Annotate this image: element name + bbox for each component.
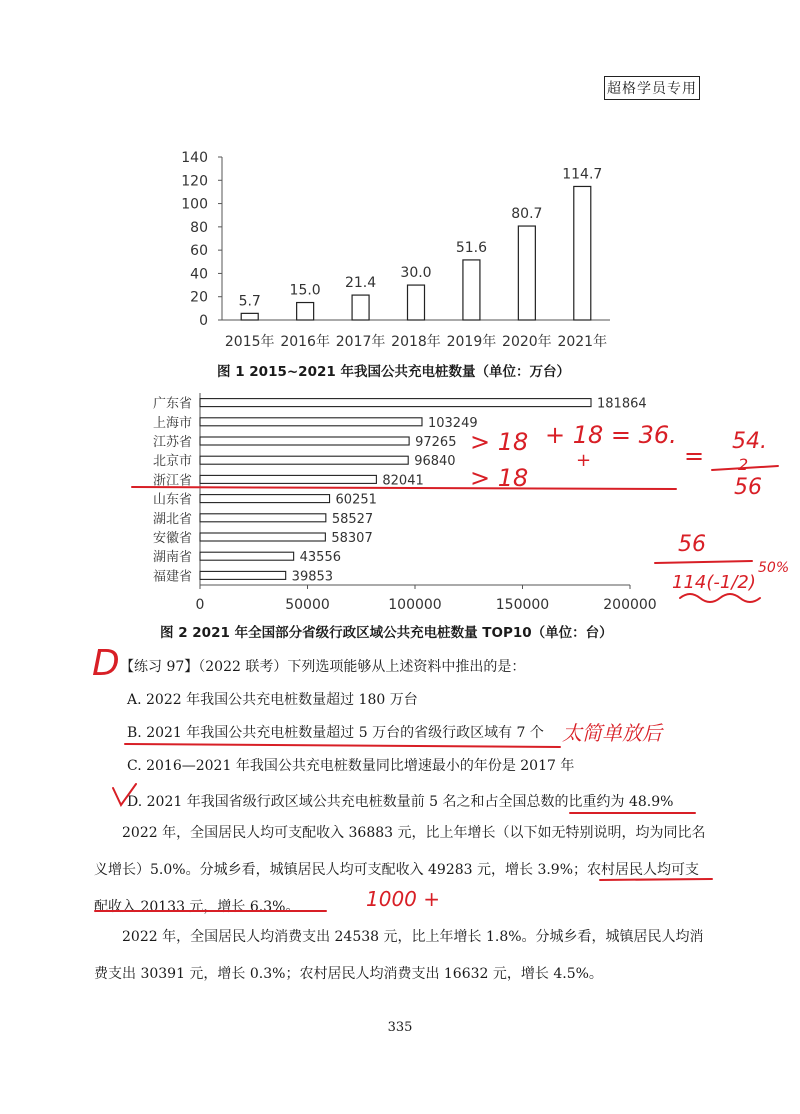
hw-note-b: 太简单放后 (562, 721, 662, 745)
chart2-value-label: 82041 (382, 473, 424, 489)
chart2-caption: 图 2 2021 年全国部分省级行政区域公共充电桩数量 TOP10（单位：台） (160, 625, 613, 641)
hw-sum-expr: + 18 = 36. (545, 421, 677, 449)
chart1-value-label: 114.7 (562, 166, 603, 183)
chart1-value-label: 51.6 (455, 239, 488, 256)
underline-option-b (125, 744, 560, 747)
chart1-bar (408, 285, 425, 320)
chart2-x-tick-label: 150000 (495, 597, 550, 613)
hw-56-b: 56 (678, 532, 706, 557)
hw-approx-pct: 50% (758, 560, 790, 576)
chart2-value-label: 58307 (331, 531, 373, 546)
chart1-y-tick-label: 120 (181, 173, 208, 190)
hw-denominator: 114(-1/2) (672, 572, 756, 593)
chart1-bar (241, 313, 258, 320)
chart1-caption: 图 1 2015~2021 年我国公共充电桩数量（单位：万台） (217, 364, 570, 380)
chart1-category-label: 2020年 (502, 334, 552, 350)
page-number: 335 (387, 1020, 413, 1035)
chart1-category-label: 2015年 (224, 334, 275, 350)
chart1-category-label: 2017年 (335, 334, 386, 350)
chart1-value-label: 30.0 (400, 265, 432, 282)
hw-answer: D (92, 643, 120, 684)
hw-54: 54. (732, 429, 767, 454)
chart2-x-tick-label: 50000 (285, 597, 330, 613)
chart1-y-tick-label: 0 (199, 313, 208, 329)
chart2-category-label: 上海市 (152, 415, 192, 431)
chart2-value-label: 96840 (414, 454, 456, 470)
chart1-value-label: 21.4 (344, 275, 377, 292)
chart2-bar (200, 437, 409, 445)
chart1-bar (352, 295, 369, 320)
chart2-category-label: 山东省 (152, 492, 192, 508)
chart2-value-label: 43556 (299, 550, 342, 566)
chart1-bar (463, 260, 480, 320)
chart1-y-tick-label: 80 (190, 219, 208, 236)
chart2-value-label: 60251 (335, 492, 377, 508)
chart2-category-label: 北京市 (152, 454, 192, 470)
chart1-y-tick-label: 140 (181, 150, 208, 166)
hw-2: 2 (738, 455, 749, 474)
chart2-bar (200, 418, 422, 426)
chart2-value-label: 103249 (427, 415, 478, 431)
chart2-category-label: 湖南省 (152, 550, 192, 566)
chart1-y-tick-label: 100 (181, 196, 208, 213)
chart2-bar (200, 399, 591, 407)
chart2-category-label: 广东省 (152, 396, 192, 412)
exclusive-badge: 超格学员专用 (604, 76, 700, 100)
paragraph-consumption: 2022 年，全国居民人均消费支出 24538 元，比上年增长 1.8%。分城乡看，城镇居民人均消费支出 30391 元，增长 0.3%；农村居民人均消费支出 16632 元，增长 4.5%。 (94, 929, 704, 982)
chart2-category-label: 安徽省 (152, 531, 192, 546)
chart1-category-label: 2016年 (280, 334, 330, 350)
chart2-category-label: 湖北省 (152, 511, 192, 527)
chart-charging-piles-by-year (0, 0, 800, 370)
chart2-bar (200, 533, 325, 541)
chart1-value-label: 80.7 (511, 206, 543, 223)
chart1-y-tick-label: 60 (190, 243, 208, 260)
chart-top10-provinces (0, 385, 800, 620)
hw-gt18-a: > 18 (470, 428, 529, 456)
chart2-bar (200, 456, 408, 464)
chart2-value-label: 58527 (331, 511, 374, 527)
chart1-y-tick-label: 40 (190, 266, 208, 283)
chart2-value-label: 181864 (597, 396, 647, 412)
chart1-value-label: 15.0 (289, 282, 321, 299)
chart2-bar (200, 571, 286, 579)
chart1-bar (297, 303, 314, 320)
option-d[interactable]: D. 2021 年我国省级行政区域公共充电桩数量前 5 名之和占全国总数的比重约为 48.9% (127, 794, 674, 810)
option-a[interactable]: A. 2022 年我国公共充电桩数量超过 180 万台 (127, 692, 418, 708)
chart2-category-label: 江苏省 (152, 435, 192, 450)
hw-56-a: 56 (734, 475, 762, 500)
chart2-bar (200, 475, 376, 483)
question-header: 【练习 97】（2022 联考）下列选项能够从上述资料中推出的是： (120, 659, 526, 675)
chart2-bar (200, 552, 294, 560)
chart2-category-label: 浙江省 (152, 473, 192, 489)
chart2-category-label: 福建省 (152, 569, 192, 585)
chart2-x-tick-label: 100000 (388, 597, 442, 613)
hw-plus: + (576, 450, 592, 471)
hw-gt18-b: > 18 (470, 464, 529, 492)
chart1-y-tick-label: 20 (190, 289, 208, 306)
chart2-bar (200, 514, 326, 522)
option-c[interactable]: C. 2016—2021 年我国公共充电桩数量同比增速最小的年份是 2017 年 (127, 758, 575, 774)
paragraph-income: 2022 年，全国居民人均可支配收入 36883 元，比上年增长（以下如无特别说明，均为同比名义增长）5.0%。分城乡看，城镇居民人均可支配收入 49283 元，增长 3.9%；农村居民人均可支配收入 20133 元，增长 6.3%。 (94, 825, 706, 915)
chart1-category-label: 2018年 (391, 334, 441, 350)
chart1-bar (574, 186, 591, 320)
chart2-bar (200, 495, 330, 503)
chart1-value-label: 5.7 (238, 293, 261, 310)
chart2-value-label: 97265 (415, 435, 457, 450)
chart1-category-label: 2021年 (557, 334, 608, 350)
chart1-category-label: 2019年 (446, 334, 497, 350)
chart2-value-label: 39853 (291, 569, 334, 585)
chart2-x-tick-label: 0 (195, 597, 205, 613)
chart1-bar (518, 226, 535, 320)
chart2-x-tick-label: 200000 (603, 597, 657, 613)
hw-eq: = (684, 442, 705, 470)
option-b[interactable]: B. 2021 年我国公共充电桩数量超过 5 万台的省级行政区域有 7 个 (127, 725, 544, 741)
hw-note-1000: 1000 + (366, 887, 441, 911)
